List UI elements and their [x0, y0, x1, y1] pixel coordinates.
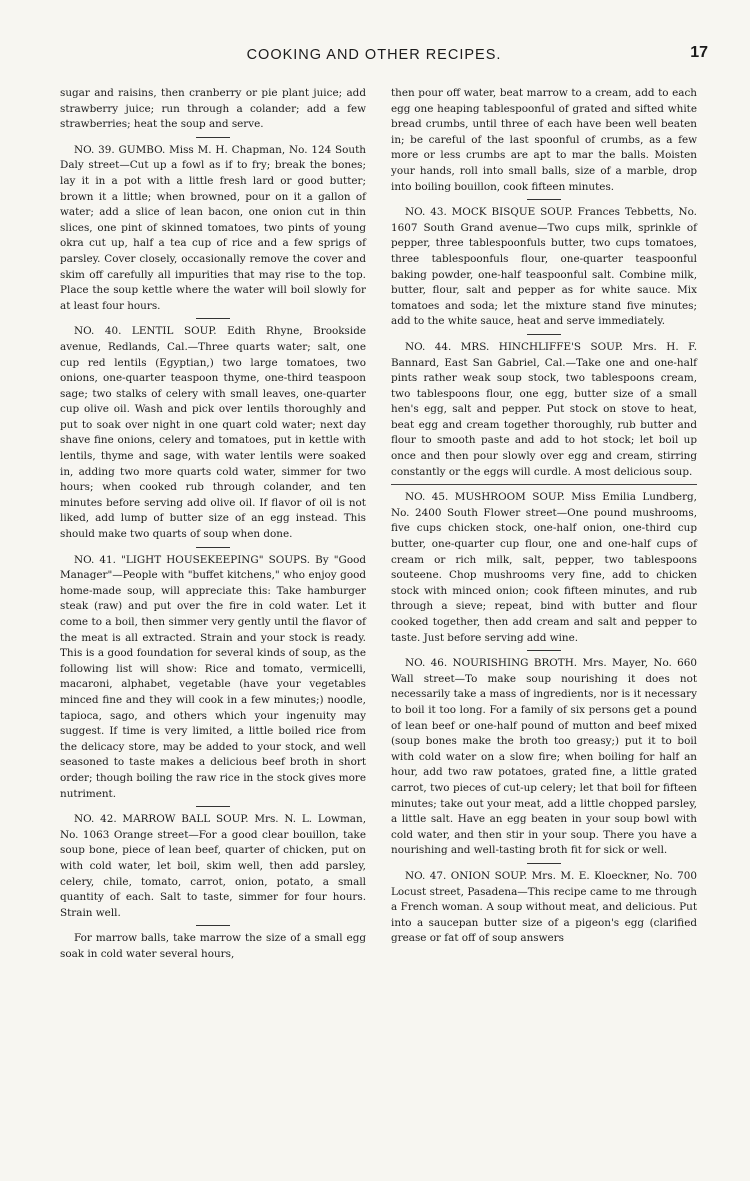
section-divider — [527, 199, 561, 200]
section-divider — [527, 334, 561, 335]
paragraph-text: NO. 41. "LIGHT HOUSEKEEPING" SOUPS. By "Good Manager"—People with "buffet kitchens," who enjoy good home-made soup, will appreciate this: Take hamburger steak (raw) and put over the fire in cold water. Let it come to a boil, then simmer very gently until the flavor of the meat is all extracted. Strain and your stock is ready. This is a good foundation for several kinds of soup, as the following list will show: Rice and tomato, vermicelli, macaroni, alphabet, vegetable (have your vegetables minced fine and they will cook in a few minutes;) noodle, tapioca, sago, and others which your ingenuity may suggest. If time is very limited, a little boiled rice from the delicacy store, may be added to your stock, and well seasoned to taste makes a delicious beef broth in short order; though boiling the raw rice in the stock gives more nutriment. — [60, 553, 366, 800]
right-column — [391, 86, 697, 949]
section-divider — [527, 863, 561, 864]
page-number: 17 — [690, 44, 708, 61]
recipe-paragraph — [60, 86, 366, 133]
section-divider — [527, 650, 561, 651]
recipe-paragraph — [391, 490, 697, 646]
paragraph-text: sugar and raisins, then cranberry or pie plant juice; add strawberry juice; run through a colander; add a few strawberries; heat the soup and serve. — [60, 87, 366, 131]
section-divider — [196, 806, 230, 807]
paragraph-text: NO. 46. NOURISHING BROTH. Mrs. Mayer, No. 660 Wall street—To make soup nourishing it does not necessarily take a mass of ingredients, nor is it necessary to boil it too long. For a family of six persons get a pound of lean beef or one-half pound of mutton and beef mixed (soup bones make the broth too greasy;) put it to boil with cold water on a slow fire; when boiling for half an hour, add two raw potatoes, grated fine, a little grated carrot, two pieces of cut-up celery; let that boil for fifteen minutes; take out your meat, add a little chopped parsley, a little salt. Have an egg beaten in your soup bowl with cold water, and then stir in your soup. There you have a nourishing and well-tasting broth fit for sick or well. — [391, 657, 697, 857]
recipe-paragraph — [60, 812, 366, 921]
recipe-paragraph — [60, 931, 366, 962]
paragraph-text: NO. 43. MOCK BISQUE SOUP. Frances Tebbetts, No. 1607 South Grand avenue—Two cups milk, sprinkle of pepper, three tablespoonfuls butter, two cups tomatoes, three tablespoonfuls flour, one-quarter teaspoonful baking powder, one-half teaspoonful salt. Combine milk, butter, flour, salt and pepper as for white sauce. Mix tomatoes and soda; let the mixture stand five minutes; add to the white sauce, heat and serve immediately. — [391, 206, 697, 328]
recipe-paragraph — [391, 340, 697, 480]
paragraph-text: NO. 47. ONION SOUP. Mrs. M. E. Kloeckner, No. 700 Locust street, Pasadena—This recipe came to me through a French woman. A soup without meat, and delicious. Put into a saucepan butter size of a pigeon's egg (clarified grease or fat off of soup answers — [391, 869, 697, 945]
paragraph-text: NO. 42. MARROW BALL SOUP. Mrs. N. L. Lowman, No. 1063 Orange street—For a good clear bouillon, take soup bone, piece of lean beef, quarter of chicken, put on with cold water, let boil, skim well, then add parsley, celery, chile, tomato, carrot, onion, potato, a small quantity of each. Salt to taste, simmer for four hours. Strain well. — [60, 813, 366, 919]
section-divider — [196, 547, 230, 548]
paragraph-text: For marrow balls, take marrow the size of a small egg soak in cold water several hours, — [60, 932, 366, 960]
paragraph-text: NO. 40. LENTIL SOUP. Edith Rhyne, Brookside avenue, Redlands, Cal.—Three quarts water; salt, one cup red lentils (Egyptian,) two large tomatoes, two onions, one-quarter teaspoon thyme, one-third teaspoon sage; two stalks of celery with small leaves, one-quarter cup olive oil. Wash and pick over lentils thoroughly and put to soak over night in one quart cold water; next day shave fine onions, celery and tomatoes, put in kettle with lentils, thyme and sage, with water lentils were soaked in, adding two more quarts cold water, simmer for two hours; when cooked rub through colander, and ten minutes before serving add olive oil. If flavor of oil is not liked, add lump of butter size of an egg instead. This should make two quarts of soup when done. — [60, 325, 366, 541]
page-title: COOKING AND OTHER RECIPES. — [246, 47, 502, 63]
recipe-paragraph — [60, 553, 366, 803]
recipe-paragraph — [391, 86, 697, 195]
page-header — [40, 44, 708, 70]
recipe-paragraph — [60, 143, 366, 315]
paragraph-text: then pour off water, beat marrow to a cream, add to each egg one heaping tablespoonful of grated and sifted white bread crumbs, until three of each have been well beaten in; be careful of the last spoonful of crumbs, as a few more or less crumbs are apt to mar the balls. Moisten your hands, roll into small balls, size of a marble, drop into boiling bouillon, cook fifteen minutes. — [391, 87, 697, 193]
recipe-paragraph — [391, 656, 697, 859]
paragraph-text: NO. 44. MRS. HINCHLIFFE'S SOUP. Mrs. H. F. Bannard, East San Gabriel, Cal.—Take one and one-half pints rather weak soup stock, two tablespoons cream, two tablespoons flour, one egg, butter size of a small hen's egg, salt and pepper. Put stock on stove to heat, beat egg and cream together thoroughly, rub butter and flour to smooth paste and add to hot stock; let boil up once and then pour slowly over egg and cream, stirring constantly or the eggs will curdle. A most delicious soup. — [391, 340, 697, 478]
paragraph-text: NO. 45. MUSHROOM SOUP. Miss Emilia Lundberg, No. 2400 South Flower street—One pound mushrooms, five cups chicken stock, one-half onion, one-third cup butter, one-quarter cup flour, one and one-half cups of cream or rich milk, salt, pepper, two tablespoons souteene. Chop mushrooms very fine, add to chicken stock with minced onion; cook fifteen minutes, and rub through a sieve; repeat, bind with butter and flour cooked together, then add cream and salt and pepper to taste. Just before serving add wine. — [391, 491, 697, 644]
section-divider — [196, 137, 230, 138]
recipe-paragraph — [391, 869, 697, 947]
section-divider — [196, 925, 230, 926]
section-divider — [391, 484, 697, 485]
recipe-paragraph — [391, 205, 697, 330]
section-divider — [196, 318, 230, 319]
paragraph-text: NO. 39. GUMBO. Miss M. H. Chapman, No. 124 South Daly street—Cut up a fowl as if to fry; break the bones; lay it in a pot with a little fresh lard or good butter; brown it a little; when browned, pour on it a gallon of water; add a slice of lean bacon, one onion cut in thin slices, one pint of skinned tomatoes, two pints of young okra cut up, half a tea cup of rice and a few sprigs of parsley. Cover closely, occasionally remove the cover and skim off carefully all impurities that may rise to the top. Place the soup kettle where the water will boil slowly for at least four hours. — [60, 143, 366, 312]
recipe-paragraph — [60, 324, 366, 542]
left-column — [60, 86, 366, 964]
